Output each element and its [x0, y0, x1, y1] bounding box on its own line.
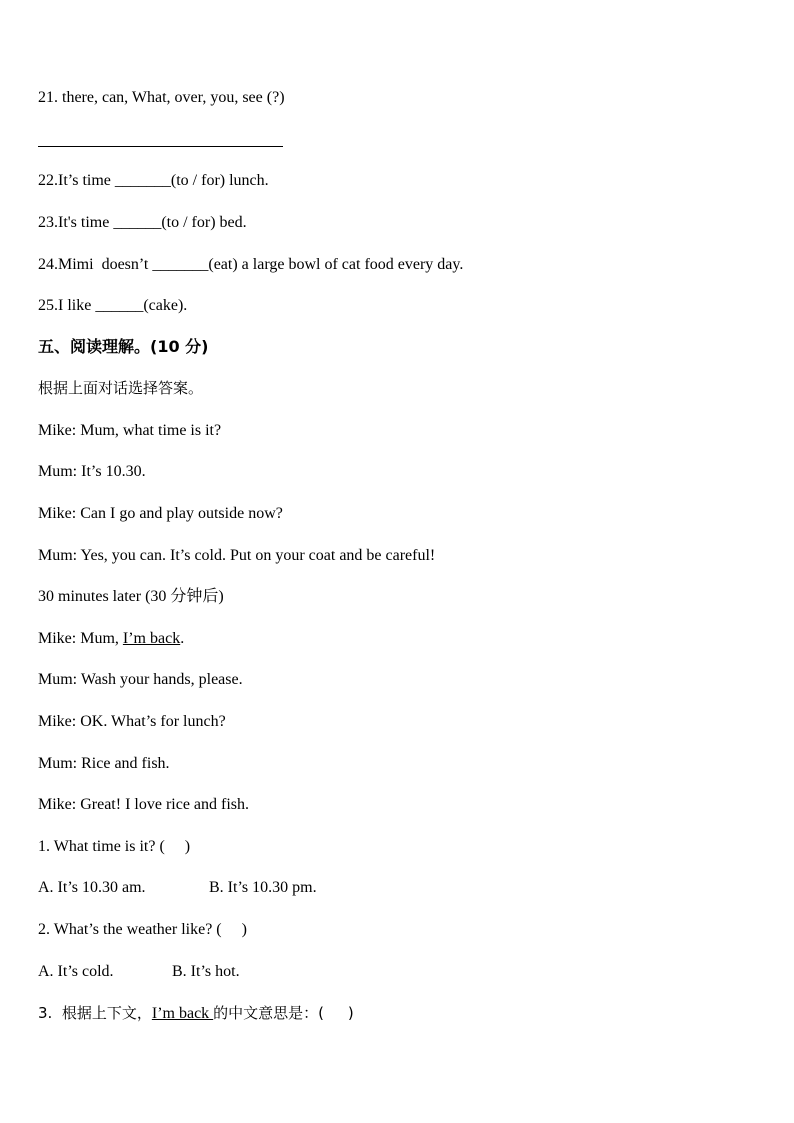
question-25-text: 25.I like	[38, 297, 96, 314]
dialogue-line-1: Mike: Mum, what time is it?	[38, 422, 222, 439]
underlined-phrase: I’m back	[122, 630, 181, 647]
reading-question-2: 2. What’s the weather like? ( )	[38, 921, 247, 938]
question-22-text: 22.It’s time	[38, 172, 115, 189]
question-25-blank: ______	[95, 297, 144, 314]
dialogue-line-6-end: .	[180, 630, 185, 647]
answer-line-21	[38, 146, 283, 147]
section-instruction: 根据上面对话选择答案。	[38, 379, 204, 397]
dialogue-line-4: Mum: Yes, you can. It’s cold. Put on your coat and be careful!	[38, 547, 436, 564]
question-24-blank: _______	[152, 256, 209, 273]
question-22-blank: _______	[114, 172, 171, 189]
question-24-text: 24.Mimi doesn’t	[38, 256, 153, 273]
dialogue-line-6	[38, 629, 184, 649]
reading-question-3-prefix: 3. 根据上下文，	[38, 1004, 152, 1022]
question-23	[38, 213, 247, 233]
question-21: 21. there, can, What, over, you, see (?)	[38, 89, 285, 106]
reading-question-3	[38, 1003, 354, 1024]
question-22-hint: (to / for) lunch.	[170, 172, 269, 189]
question-25	[38, 296, 187, 316]
dialogue-line-6-speaker: Mike: Mum,	[38, 630, 123, 647]
question-23-text: 23.It's time	[38, 214, 114, 231]
question-25-hint: (cake).	[143, 297, 188, 314]
question-24-hint: (eat) a large bowl of cat food every day.	[208, 256, 464, 273]
option-a: A. It’s cold.	[38, 963, 114, 980]
reading-question-1: 1. What time is it? ( )	[38, 838, 191, 855]
option-a: A. It’s 10.30 am.	[38, 879, 146, 896]
question-22	[38, 171, 269, 191]
reading-question-1-options	[38, 878, 317, 898]
dialogue-line-3: Mike: Can I go and play outside now?	[38, 505, 283, 522]
dialogue-line-10: Mike: Great! I love rice and fish.	[38, 796, 250, 813]
reading-question-2-options	[38, 962, 240, 982]
question-24	[38, 255, 463, 275]
question-23-hint: (to / for) bed.	[161, 214, 247, 231]
dialogue-line-9: Mum: Rice and fish.	[38, 755, 170, 772]
dialogue-line-7: Mum: Wash your hands, please.	[38, 671, 243, 688]
section-heading: 五、阅读理解。(10 分)	[38, 337, 209, 356]
dialogue-line-8: Mike: OK. What’s for lunch?	[38, 713, 226, 730]
dialogue-line-5: 30 minutes later (30 分钟后)	[38, 588, 224, 605]
option-b: B. It’s hot.	[172, 963, 240, 980]
option-b: B. It’s 10.30 pm.	[209, 879, 317, 896]
reading-question-3-suffix: 的中文意思是：( )	[213, 1004, 354, 1022]
dialogue-line-2: Mum: It’s 10.30.	[38, 463, 146, 480]
question-23-blank: ______	[113, 214, 162, 231]
underlined-phrase: I’m back	[151, 1005, 214, 1022]
